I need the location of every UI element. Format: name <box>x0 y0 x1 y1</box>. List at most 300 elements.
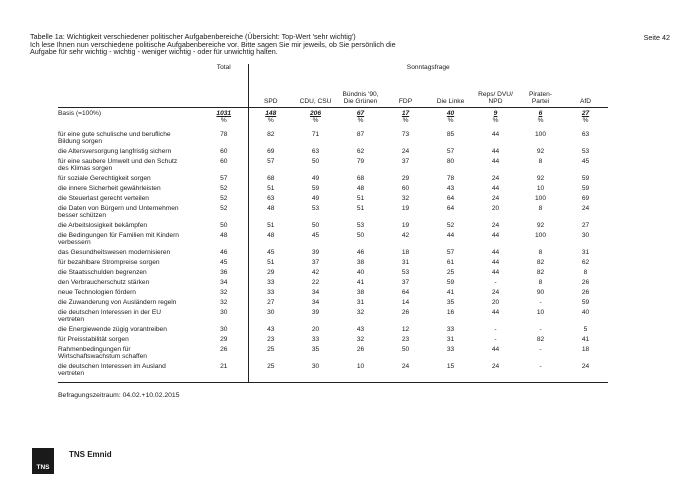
value-cell <box>563 249 608 259</box>
value-cell <box>248 131 293 148</box>
value-cell <box>293 232 338 249</box>
value: 50 <box>401 346 410 353</box>
value-cell <box>338 269 383 279</box>
value-cell <box>338 222 383 232</box>
value: 24 <box>581 205 590 212</box>
column-header-line2: AfD <box>580 98 591 105</box>
value: 46 <box>356 249 365 256</box>
row-label-line1: die deutschen Interessen in der EU <box>58 309 161 316</box>
value-cell <box>473 195 518 205</box>
value: 63 <box>267 195 275 202</box>
value-cell <box>383 195 428 205</box>
column-header <box>248 77 293 108</box>
value: 8 <box>538 158 543 165</box>
value-cell <box>473 326 518 336</box>
value: 82 <box>267 131 275 138</box>
base-count: 148 <box>265 110 277 117</box>
value: 44 <box>446 232 455 239</box>
row-label-line1: die Bedingungen für Familien mit Kindern <box>58 232 179 239</box>
value-cell <box>428 299 473 309</box>
row-label-line2: verbessern <box>58 239 91 246</box>
value: 44 <box>491 346 500 353</box>
value-cell <box>248 158 293 175</box>
value: 24 <box>491 175 500 182</box>
value: 37 <box>401 158 410 165</box>
value-cell <box>428 346 473 363</box>
value: 32 <box>356 309 365 316</box>
row-label-line1: die Staatsschulden begrenzen <box>58 269 147 276</box>
table-row <box>58 175 608 185</box>
value: 48 <box>220 232 228 239</box>
base-cell <box>473 108 518 128</box>
value: 10 <box>536 185 545 192</box>
percent-sign: % <box>582 117 589 124</box>
value-cell <box>563 185 608 195</box>
results-table <box>58 64 608 383</box>
row-label-line2: besser schützen <box>58 212 107 219</box>
value: 24 <box>401 148 410 155</box>
column-header-line2: CDU, CSU <box>299 98 332 105</box>
row-label <box>58 195 200 205</box>
value: 49 <box>311 175 320 182</box>
value-cell <box>338 249 383 259</box>
value-cell <box>293 185 338 195</box>
value-cell <box>428 232 473 249</box>
row-label-line1: die Steuerlast gerecht verteilen <box>58 195 149 202</box>
value: 26 <box>581 289 590 296</box>
row-label <box>58 158 200 175</box>
value: 19 <box>401 222 410 229</box>
value: 24 <box>401 363 410 370</box>
group-label: Sonntagsfrage <box>406 64 450 71</box>
value: 22 <box>311 279 320 286</box>
value-cell <box>428 249 473 259</box>
value-cell <box>293 336 338 346</box>
row-label-line1: Rahmenbedingungen für <box>58 346 131 353</box>
value: 44 <box>491 131 500 138</box>
row-label <box>58 205 200 222</box>
table-row <box>58 346 608 363</box>
value-cell <box>473 205 518 222</box>
column-header <box>518 77 563 108</box>
value-cell <box>473 222 518 232</box>
row-label <box>58 346 200 363</box>
base-cell <box>293 108 338 128</box>
value: 23 <box>267 336 275 343</box>
value: 8 <box>538 249 543 256</box>
value: 27 <box>581 222 590 229</box>
value-cell <box>293 158 338 175</box>
value-cell <box>473 363 518 383</box>
row-label-line2: des Klimas sorgen <box>58 165 113 172</box>
value-cell <box>200 299 248 309</box>
value: 24 <box>491 289 500 296</box>
value: 35 <box>311 346 320 353</box>
value: 100 <box>534 195 546 202</box>
value-cell <box>473 249 518 259</box>
value: 31 <box>446 336 455 343</box>
value: 32 <box>356 336 365 343</box>
value-cell <box>248 309 293 326</box>
row-label <box>58 279 200 289</box>
row-label-line1: die Energiewende zügig vorantreiben <box>58 326 167 333</box>
value: 23 <box>401 336 410 343</box>
table-row <box>58 195 608 205</box>
value-cell <box>248 195 293 205</box>
row-label <box>58 148 200 158</box>
value-cell <box>200 346 248 363</box>
value-cell <box>473 259 518 269</box>
row-label <box>58 259 200 269</box>
base-cell <box>428 108 473 128</box>
base-count: 1031 <box>216 110 232 117</box>
value-cell <box>428 336 473 346</box>
value: 60 <box>220 148 228 155</box>
value: 39 <box>311 249 320 256</box>
value: 64 <box>446 195 455 202</box>
table-row <box>58 326 608 336</box>
table-row <box>58 205 608 222</box>
percent-sign: % <box>312 117 319 124</box>
table-row <box>58 148 608 158</box>
value-cell <box>293 131 338 148</box>
value: 92 <box>536 175 545 182</box>
value: 29 <box>267 269 275 276</box>
value: 80 <box>446 158 455 165</box>
value: 14 <box>401 299 410 306</box>
value-cell <box>383 336 428 346</box>
value: 53 <box>356 222 365 229</box>
value: 63 <box>311 148 320 155</box>
row-label <box>58 309 200 326</box>
percent-sign: % <box>447 117 454 124</box>
table-row <box>58 279 608 289</box>
value: - <box>539 346 542 353</box>
column-header <box>383 77 428 108</box>
blank-cell <box>200 77 248 108</box>
value-cell <box>200 289 248 299</box>
table-row <box>58 222 608 232</box>
column-header <box>473 77 518 108</box>
value-cell <box>338 148 383 158</box>
row-label-line1: die Arbeitslosigkeit bekämpfen <box>58 222 148 229</box>
value-cell <box>338 158 383 175</box>
value-cell <box>248 175 293 185</box>
value-cell <box>293 309 338 326</box>
value: 69 <box>267 148 275 155</box>
value-cell <box>338 259 383 269</box>
value: 87 <box>356 131 365 138</box>
value-cell <box>293 326 338 336</box>
value-cell <box>248 346 293 363</box>
value: 63 <box>581 131 590 138</box>
value: 21 <box>220 363 228 370</box>
base-cell <box>563 108 608 128</box>
value: 48 <box>267 232 275 239</box>
row-label-line2: Wirtschaftswachstum schaffen <box>58 353 147 360</box>
value: 32 <box>220 289 228 296</box>
base-cell <box>200 108 248 128</box>
value: 45 <box>267 249 275 256</box>
value-cell <box>473 269 518 279</box>
value: 32 <box>220 299 228 306</box>
value: 92 <box>536 148 545 155</box>
row-label <box>58 336 200 346</box>
value: 33 <box>446 346 455 353</box>
value-cell <box>563 326 608 336</box>
value-cell <box>383 131 428 148</box>
value: 45 <box>220 259 228 266</box>
value-cell <box>200 185 248 195</box>
value: 90 <box>536 289 545 296</box>
blank-cell <box>58 77 200 108</box>
row-label <box>58 131 200 148</box>
value-cell <box>473 336 518 346</box>
value: 30 <box>220 309 228 316</box>
value-cell <box>248 363 293 383</box>
value: 30 <box>311 363 320 370</box>
value-cell <box>338 309 383 326</box>
value: 20 <box>491 299 500 306</box>
value: 42 <box>401 232 410 239</box>
value-cell <box>293 205 338 222</box>
value-cell <box>338 289 383 299</box>
value-cell <box>248 232 293 249</box>
value-cell <box>383 205 428 222</box>
value: 100 <box>534 232 546 239</box>
table-row <box>58 259 608 269</box>
value: 50 <box>311 158 320 165</box>
row-label-line1: für eine saubere Umwelt und den Schutz <box>58 158 178 165</box>
value-cell <box>338 205 383 222</box>
value: 40 <box>581 309 590 316</box>
base-cell <box>383 108 428 128</box>
value: - <box>494 279 497 286</box>
value: 33 <box>311 336 320 343</box>
value-cell <box>563 148 608 158</box>
percent-sign: % <box>220 117 227 124</box>
row-label-line1: neue Technologien fördern <box>58 289 136 296</box>
value-cell <box>518 259 563 269</box>
table-row <box>58 309 608 326</box>
value: 48 <box>356 185 365 192</box>
value-cell <box>383 158 428 175</box>
column-header-line2: Partei <box>531 98 550 105</box>
table-row <box>58 158 608 175</box>
row-label-line2: vertreten <box>58 370 85 377</box>
value: - <box>539 363 542 370</box>
value-cell <box>428 363 473 383</box>
column-header <box>293 77 338 108</box>
value: 26 <box>220 346 228 353</box>
value: 30 <box>581 232 590 239</box>
value: 33 <box>267 279 275 286</box>
row-label-line1: die Zuwanderung von Ausländern regeln <box>58 299 177 306</box>
base-cell <box>338 108 383 128</box>
value: 52 <box>220 185 228 192</box>
row-label <box>58 222 200 232</box>
value-cell <box>518 205 563 222</box>
value: 82 <box>536 336 545 343</box>
value: 38 <box>356 289 365 296</box>
value: 38 <box>356 259 365 266</box>
value: 100 <box>534 131 546 138</box>
value-cell <box>428 289 473 299</box>
value: 52 <box>446 222 455 229</box>
value: 35 <box>446 299 455 306</box>
value-cell <box>518 346 563 363</box>
percent-sign: % <box>357 117 364 124</box>
value: 51 <box>356 205 365 212</box>
base-label: Basis (=100%) <box>58 110 102 117</box>
value-cell <box>563 195 608 205</box>
value-cell <box>518 195 563 205</box>
value: 10 <box>536 309 545 316</box>
table-row <box>58 336 608 346</box>
value-cell <box>248 326 293 336</box>
value-cell <box>383 269 428 279</box>
row-label-line1: die deutschen Interessen im Ausland <box>58 363 166 370</box>
value: 8 <box>583 269 588 276</box>
value: 44 <box>491 249 500 256</box>
value: 10 <box>356 363 365 370</box>
value-cell <box>518 222 563 232</box>
row-label <box>58 299 200 309</box>
value-cell <box>518 269 563 279</box>
value: 15 <box>446 363 455 370</box>
value: 51 <box>267 185 275 192</box>
row-label <box>58 269 200 279</box>
value-cell <box>200 175 248 185</box>
total-header <box>200 64 248 77</box>
value-cell <box>518 289 563 299</box>
column-header-line2: Die Grünen <box>343 98 378 105</box>
value-cell <box>428 222 473 232</box>
value-cell <box>473 131 518 148</box>
value-cell <box>473 279 518 289</box>
value: 12 <box>401 326 410 333</box>
table-row <box>58 269 608 279</box>
value-cell <box>383 326 428 336</box>
value-cell <box>248 249 293 259</box>
value: 61 <box>446 259 455 266</box>
value: 78 <box>220 131 228 138</box>
value: 42 <box>311 269 320 276</box>
value-cell <box>563 289 608 299</box>
value-cell <box>518 279 563 289</box>
value-cell <box>248 259 293 269</box>
value-cell <box>338 299 383 309</box>
value-cell <box>383 279 428 289</box>
value: 33 <box>446 326 455 333</box>
value-cell <box>200 326 248 336</box>
row-label <box>58 289 200 299</box>
value: 60 <box>220 158 228 165</box>
value: 34 <box>220 279 228 286</box>
value-cell <box>293 222 338 232</box>
value-cell <box>338 185 383 195</box>
value: 18 <box>581 346 590 353</box>
value-cell <box>383 175 428 185</box>
value: 33 <box>267 289 275 296</box>
value: 26 <box>356 346 365 353</box>
value: 59 <box>311 185 320 192</box>
value-cell <box>563 131 608 148</box>
value-cell <box>200 259 248 269</box>
value-cell <box>248 205 293 222</box>
value: 50 <box>311 222 320 229</box>
value: 30 <box>267 309 275 316</box>
value: 49 <box>311 195 320 202</box>
row-label-line1: den Verbraucherschutz stärken <box>58 279 150 286</box>
value-cell <box>428 269 473 279</box>
value: 64 <box>401 289 410 296</box>
value: 59 <box>446 279 455 286</box>
blank-cell <box>58 64 200 77</box>
value-cell <box>293 279 338 289</box>
value: 73 <box>401 131 410 138</box>
value: 24 <box>491 363 500 370</box>
value-cell <box>428 131 473 148</box>
base-count: 67 <box>356 110 365 117</box>
column-header-line1: Piraten- <box>528 91 553 98</box>
value-cell <box>293 148 338 158</box>
column-header-line2: Die Linke <box>436 98 465 105</box>
column-header-line1: Bündnis '90, <box>342 91 379 98</box>
value: 30 <box>220 326 228 333</box>
table-row <box>58 289 608 299</box>
value-cell <box>383 249 428 259</box>
value-cell <box>518 249 563 259</box>
value: 57 <box>220 175 228 182</box>
value: 59 <box>581 175 590 182</box>
row-label-line1: für soziale Gerechtigkeit sorgen <box>58 175 151 182</box>
caption-question-1: Ich lese Ihnen nun verschiedene politische Aufgabenbereiche vor. Bitte sagen Sie mir jeweils, ob Sie persönlich die <box>30 39 396 49</box>
value-cell <box>428 326 473 336</box>
value: 57 <box>267 158 275 165</box>
value: 51 <box>267 222 275 229</box>
column-header <box>563 77 608 108</box>
column-header-line2: NPD <box>488 98 503 105</box>
value-cell <box>338 232 383 249</box>
value-cell <box>200 222 248 232</box>
value-cell <box>428 279 473 289</box>
survey-period: Befragungszeitraum: 04.02.+10.02.2015 <box>58 392 180 399</box>
value-cell <box>383 289 428 299</box>
value: 44 <box>491 185 500 192</box>
table-row <box>58 299 608 309</box>
value-cell <box>200 195 248 205</box>
value: 53 <box>581 148 590 155</box>
value: 32 <box>401 195 410 202</box>
value-cell <box>518 363 563 383</box>
base-cell <box>518 108 563 128</box>
value-cell <box>563 222 608 232</box>
row-label <box>58 108 200 128</box>
base-count: 9 <box>493 110 498 117</box>
column-header <box>338 77 383 108</box>
value-cell <box>563 346 608 363</box>
value: 5 <box>583 326 588 333</box>
value: - <box>494 336 497 343</box>
value: 34 <box>311 289 320 296</box>
value: 20 <box>491 205 500 212</box>
page-number: Seite 42 <box>643 33 670 42</box>
value-cell <box>338 363 383 383</box>
row-label-line2: vertreten <box>58 316 85 323</box>
value-cell <box>563 363 608 383</box>
value-cell <box>248 279 293 289</box>
